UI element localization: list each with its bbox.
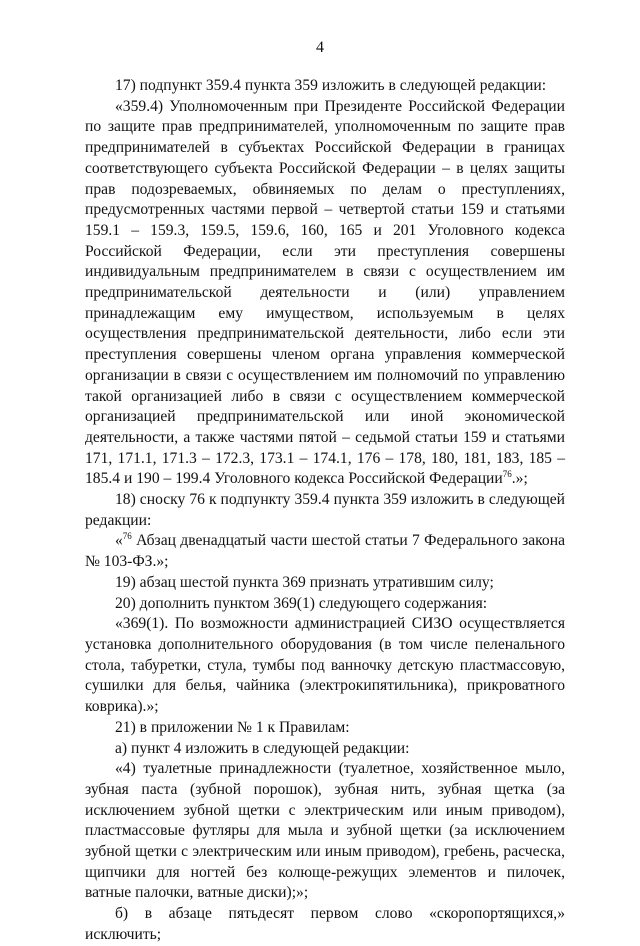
paragraph-item-19	[85, 573, 565, 594]
paragraph-text: 20) дополнить пунктом 369(1) следующего содержания:	[115, 594, 488, 612]
footnote-ref: 76	[502, 469, 512, 480]
paragraph-text: Абзац двенадцатый части шестой статьи 7 Федерального закона № 103-ФЗ.»;	[85, 532, 565, 571]
paragraph-quoted-369-1	[85, 614, 565, 718]
paragraph-tail: .»;	[511, 470, 528, 488]
paragraph-subitem-b	[85, 904, 565, 945]
paragraph-footnote-76	[85, 531, 565, 572]
paragraph-text: «369(1). По возможности администрацией СИЗО осуществляется установка дополнительного оборудования (в том числе пеленального стола, табуретки, стула, тумбы под ванночку детскую пластмассовую, сушилки для белья, чайника (электрокипятильника), прикроватного коврика).»;	[85, 615, 565, 716]
paragraph-item-21	[85, 718, 565, 739]
paragraph-item-18	[85, 490, 565, 531]
paragraph-text: «4) туалетные принадлежности (туалетное, хозяйственное мыло, зубная паста (зубной порошок), зубная нить, зубная щетка (за исключением зубной щетки с электрическим или иным приводом), пластмассовые футляры для мыла и зубной щетки (за исключением зубной щетки с электрическим или иным приводом), гребень, расческа, щипчики для ногтей без колюще-режущих элементов и пилочек, ватные палочки, ватные диски);»;	[85, 760, 565, 902]
paragraph-item-17	[85, 76, 565, 97]
paragraph-text: 21) в приложении № 1 к Правилам:	[115, 718, 350, 736]
paragraph-text: б) в абзаце пятьдесят первом слово «скоропортящихся,» исключить;	[85, 905, 565, 943]
paragraph-text: 19) абзац шестой пункта 369 признать утратившим силу;	[115, 573, 494, 591]
paragraph-item-20	[85, 594, 565, 615]
paragraph-text: 18) сноску 76 к подпункту 359.4 пункта 359 изложить в следующей редакции:	[85, 491, 565, 529]
paragraph-subitem-a	[85, 739, 565, 760]
paragraph-text: а) пункт 4 изложить в следующей редакции:	[115, 739, 410, 757]
paragraph-lead: «	[115, 532, 123, 550]
paragraph-text: 17) подпункт 359.4 пункта 359 изложить в следующей редакции:	[115, 77, 547, 94]
page-number: 4	[316, 39, 324, 56]
paragraph-quoted-359-4	[85, 97, 565, 490]
footnote-ref: 76	[122, 531, 132, 542]
document-body	[85, 76, 565, 946]
paragraph-quoted-item-4	[85, 759, 565, 904]
paragraph-text: «359.4) Уполномоченным при Президенте Российской Федерации по защите прав предпринимателей, уполномоченным по защите прав предпринимателей в субъектах Российской Федерации в границах соответствующего субъекта Российской Федерации – в целях защиты прав подозреваемых, обвиняемых по делам о преступлениях, предусмотренных частями первой – четвертой статьи 159 и статьями 159.1 – 159.3, 159.5, 159.6, 160, 165 и 201 Уголовного кодекса Российской Федерации, если эти преступления совершены индивидуальным предпринимателем в связи с осуществлением им предпринимательской деятельности и (или) управлением принадлежащим ему имуществом, используемым в целях осуществления предпринимательской деятельности, либо если эти преступления совершены членом органа управления коммерческой организации в связи с осуществлением им полномочий по управлению такой организацией либо в связи с осуществлением коммерческой организацией предпринимательской или иной экономической деятельности, а также частями пятой – седьмой статьи 159 и статьями 171, 171.1, 171.3 – 172.3, 173.1 – 174.1, 176 – 178, 180, 181, 183, 185 – 185.4 и 190 – 199.4 Уголовного кодекса Российской Федерации	[85, 97, 565, 488]
